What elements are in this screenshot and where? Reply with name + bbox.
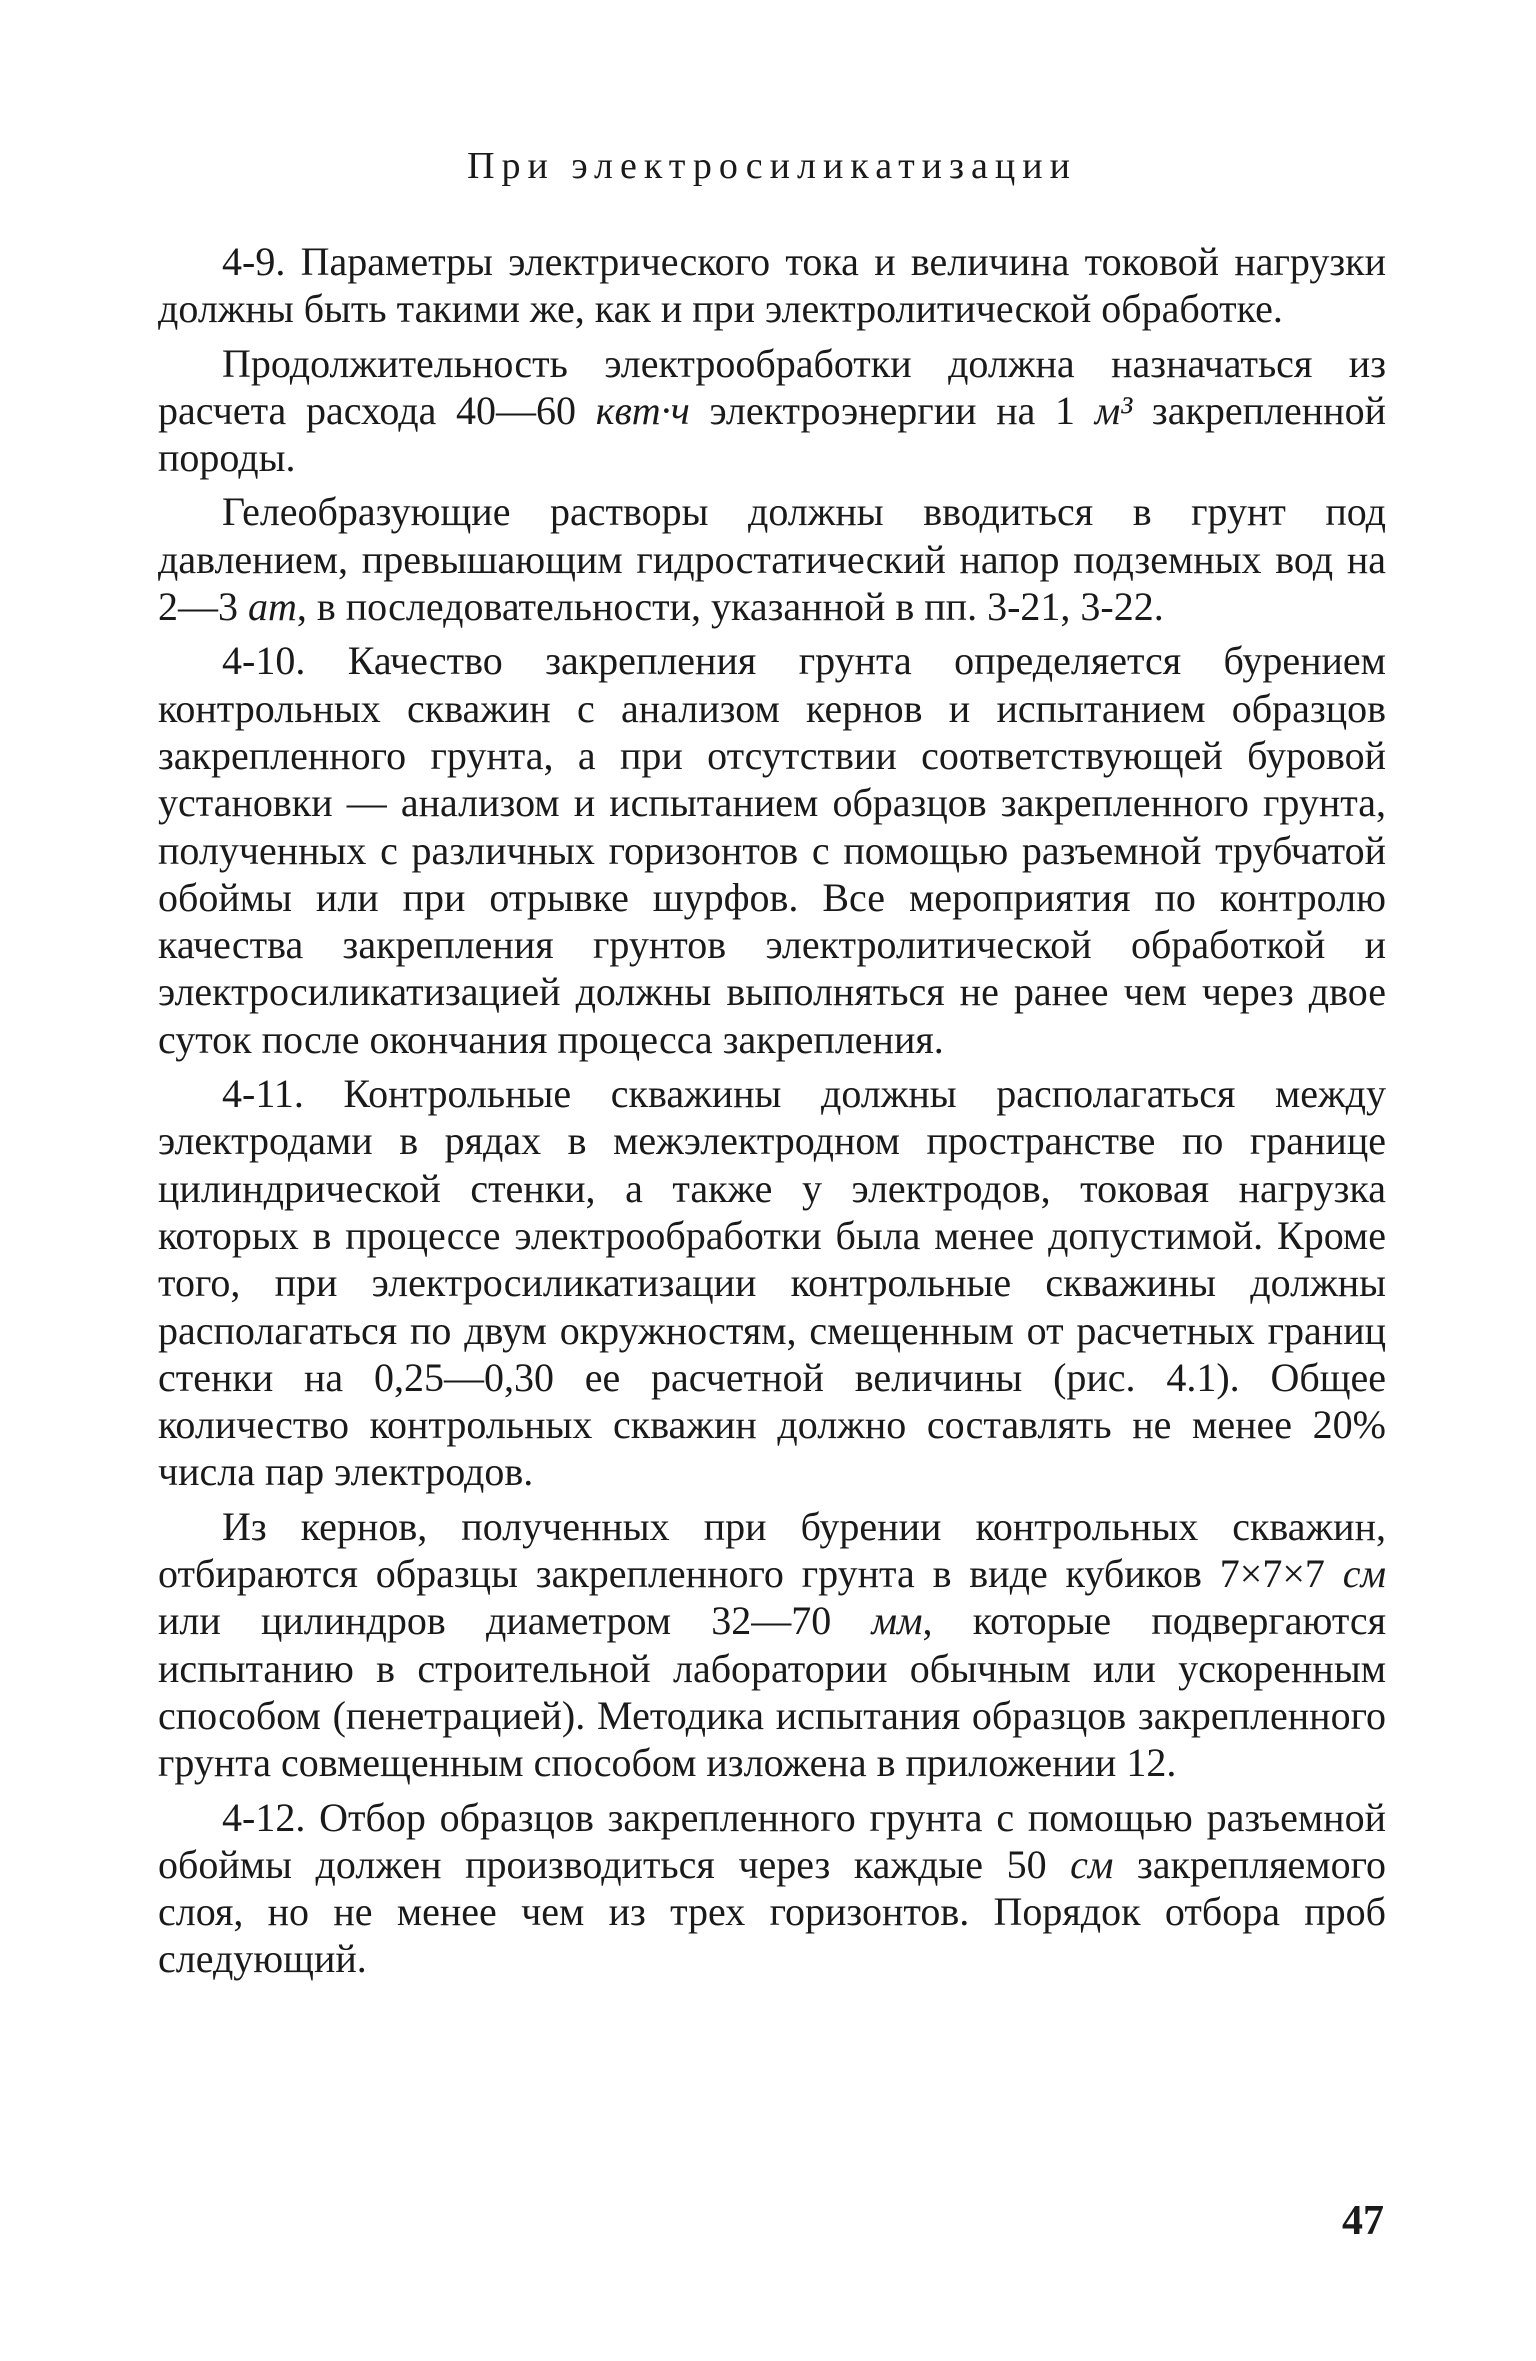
paragraph (158, 1070, 1386, 1496)
italic-unit: см (1070, 1841, 1114, 1887)
text-run: 4-12. Отбор образцов закрепленного грунта с помощью разъемной обоймы должен производиться через каждые 50 (158, 1794, 1386, 1887)
text-run: или цилиндров диаметром 32—70 (158, 1598, 872, 1644)
text-run: 4-10. Качество закрепления грунта определяется бурением контрольных скважин с анализом кернов и испытанием образцов закрепленного грунта, а при отсутствии соответствующей буровой установки — анализом и испытанием образцов закрепленного грунта, полученных с различных горизонтов с помощью разъемной трубчатой обоймы или при отрывке шурфов. Все мероприятия по контролю качества закрепления грунтов электролитической обработкой и электросиликатизацией должны выполняться не ранее чем через двое суток после окончания процесса закрепления. (158, 638, 1386, 1062)
page-number: 47 (1342, 2198, 1384, 2244)
text-run: 4-9. Параметры электрического тока и величина токовой нагрузки должны быть такими же, как и при электролитической обработке. (158, 239, 1386, 332)
text-run: закрепленной породы. (158, 387, 1386, 481)
paragraph (158, 340, 1386, 482)
paragraph (158, 637, 1386, 1063)
text-run: , в последовательности, указанной в пп. 3-21, 3-22. (296, 584, 1164, 630)
paragraph (158, 238, 1386, 333)
italic-unit: м³ (1094, 387, 1133, 433)
text-run: Продолжительность электрообработки должна назначаться из расчета расхода 40—60 (158, 340, 1386, 433)
text-run: 4-11. Контрольные скважины должны располагаться между электродами в рядах в межэлектродном пространстве по границе цилиндрической стенки, а также у электродов, токовая нагрузка которых в процессе электрообработки была менее допустимой. Кроме того, при электросиликатизации контрольные скважины должны располагаться по двум окружностям, смещенным от расчетных границ стенки на 0,25—0,30 ее расчетной величины (рис. 4.1). Общее количество контрольных скважин должно составлять не менее 20% числа пар электродов. (158, 1071, 1386, 1495)
text-run: Гелеобразующие растворы должны вводиться в грунт под давлением, превышающим гидростатический напор подземных вод на 2—3 (158, 489, 1386, 630)
text-run: закрепляемого слоя, но не менее чем из трех горизонтов. Порядок отбора проб следующий. (158, 1841, 1386, 1982)
section-heading: При электросиликатизации (467, 145, 1077, 187)
italic-unit: квт·ч (595, 387, 690, 433)
text-run: электроэнергии на 1 (689, 387, 1095, 433)
text-body (158, 238, 1386, 1983)
paragraph (158, 1794, 1386, 1983)
text-run: , которые подвергаются испытанию в строительной лаборатории обычным или ускоренным способом (пенетрацией). Методика испытания образцов закрепленного грунта совмещенным способом изложена в приложении 12. (158, 1598, 1386, 1786)
italic-unit: см (1342, 1551, 1386, 1597)
paragraph (158, 488, 1386, 630)
italic-unit: ат (248, 584, 297, 630)
paragraph (158, 1503, 1386, 1787)
italic-unit: мм (871, 1598, 923, 1644)
page-body (158, 140, 1386, 1983)
text-run: Из кернов, полученных при бурении контрольных скважин, отбираются образцы закрепленного грунта в виде кубиков 7×7×7 (158, 1503, 1386, 1597)
